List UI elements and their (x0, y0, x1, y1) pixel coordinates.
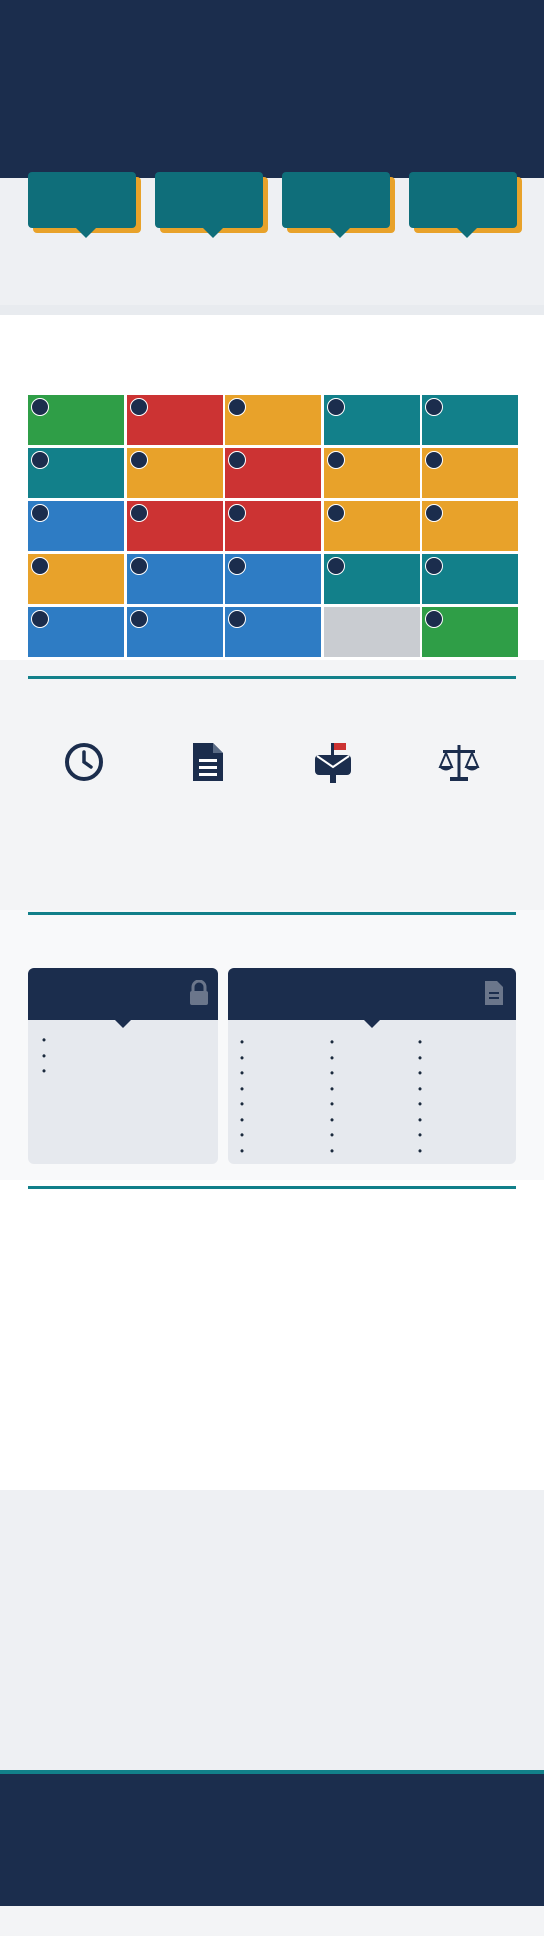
rule-notice-method (276, 740, 392, 794)
state-cell (28, 395, 124, 445)
list-item (418, 1067, 428, 1083)
stat-longest (155, 172, 263, 248)
state-cell (422, 554, 518, 604)
list-item (418, 1145, 428, 1161)
state-cell (422, 501, 518, 551)
state-abbr-badge (228, 557, 246, 575)
state-cell (225, 448, 321, 498)
state-abbr-badge (31, 451, 49, 469)
state-abbr-badge (327, 557, 345, 575)
state-abbr-badge (130, 557, 148, 575)
list-item (42, 1065, 218, 1081)
state-cell (127, 501, 223, 551)
lock-icon (188, 980, 210, 1010)
clock-start-section (0, 910, 544, 1180)
list-item (330, 1114, 340, 1130)
list-item (330, 1083, 340, 1099)
list-item (330, 1098, 340, 1114)
stat-shortest (28, 172, 136, 248)
state-abbr-badge (425, 398, 443, 416)
state-abbr-badge (130, 451, 148, 469)
state-cell (422, 448, 518, 498)
list-item (330, 1052, 340, 1068)
state-abbr-badge (228, 504, 246, 522)
state-cell (422, 395, 518, 445)
footer-strip (0, 1770, 544, 1774)
state-cell (225, 395, 321, 445)
panel-header (228, 968, 516, 1020)
state-abbr-badge (228, 610, 246, 628)
state-cell (324, 395, 420, 445)
document-icon (150, 740, 266, 784)
panel-clock-at-later-of (228, 968, 516, 1164)
state-abbr-badge (228, 451, 246, 469)
list-item (240, 1067, 250, 1083)
list-item (240, 1098, 250, 1114)
footer (0, 1770, 544, 1936)
later-of-column-2 (330, 1036, 340, 1160)
section-divider (28, 676, 516, 679)
list-item (330, 1129, 340, 1145)
list-item (330, 1036, 340, 1052)
list-item (330, 1067, 340, 1083)
rule-buyer-remedies (401, 740, 517, 794)
state-cell (324, 554, 420, 604)
state-cell (28, 501, 124, 551)
stat-coverage (282, 172, 390, 248)
state-cell (127, 607, 223, 657)
state-cell (324, 448, 420, 498)
mailbox-icon (276, 740, 392, 784)
state-cell (324, 607, 420, 657)
list-item (42, 1050, 218, 1066)
section-divider (28, 912, 516, 915)
state-abbr-badge (31, 504, 49, 522)
later-of-column-3 (418, 1036, 428, 1160)
state-abbr-badge (425, 557, 443, 575)
state-abbr-badge (130, 504, 148, 522)
state-cell (127, 395, 223, 445)
state-abbr-badge (31, 557, 49, 575)
state-cell (422, 607, 518, 657)
list-item (42, 1034, 218, 1050)
state-abbr-badge (31, 398, 49, 416)
list-item (240, 1052, 250, 1068)
state-abbr-badge (425, 451, 443, 469)
state-abbr-badge (327, 504, 345, 522)
section-divider (28, 1186, 516, 1189)
document-icon (484, 980, 504, 1010)
state-abbr-badge (327, 451, 345, 469)
list-item (330, 1145, 340, 1161)
later-of-column-1 (240, 1036, 250, 1160)
signing-list (28, 1020, 218, 1081)
refund-deadline-section (0, 1180, 544, 1490)
state-cell (225, 607, 321, 657)
state-abbr-badge (327, 398, 345, 416)
state-abbr-badge (31, 610, 49, 628)
state-cell (324, 501, 420, 551)
state-cell (28, 554, 124, 604)
list-item (418, 1036, 428, 1052)
state-cell (225, 554, 321, 604)
list-item (418, 1083, 428, 1099)
panel-clock-at-signing (28, 968, 218, 1164)
state-cell (225, 501, 321, 551)
state-abbr-badge (425, 610, 443, 628)
list-item (418, 1129, 428, 1145)
header (0, 0, 544, 305)
list-item (240, 1036, 250, 1052)
state-cell (127, 448, 223, 498)
rule-clock-start-trigger (150, 740, 266, 794)
footer-firm-bar (0, 1906, 544, 1936)
stat-rules (409, 172, 517, 248)
state-abbr-badge (130, 398, 148, 416)
four-rules-section (0, 660, 544, 910)
list-item (418, 1052, 428, 1068)
clock-icon (26, 740, 142, 784)
state-abbr-badge (228, 398, 246, 416)
list-item (418, 1114, 428, 1130)
list-item (240, 1129, 250, 1145)
list-item (240, 1083, 250, 1099)
list-item (418, 1098, 428, 1114)
state-abbr-badge (130, 610, 148, 628)
list-item (240, 1114, 250, 1130)
quick-reference-grid-section (0, 315, 544, 660)
state-abbr-badge (425, 504, 443, 522)
civil-penalty-section (0, 1490, 544, 1770)
panel-header (28, 968, 218, 1020)
rule-cancellation-window (26, 740, 142, 794)
state-cell (28, 448, 124, 498)
state-cell (127, 554, 223, 604)
list-item (240, 1145, 250, 1161)
state-cell (28, 607, 124, 657)
scales-icon (401, 740, 517, 784)
